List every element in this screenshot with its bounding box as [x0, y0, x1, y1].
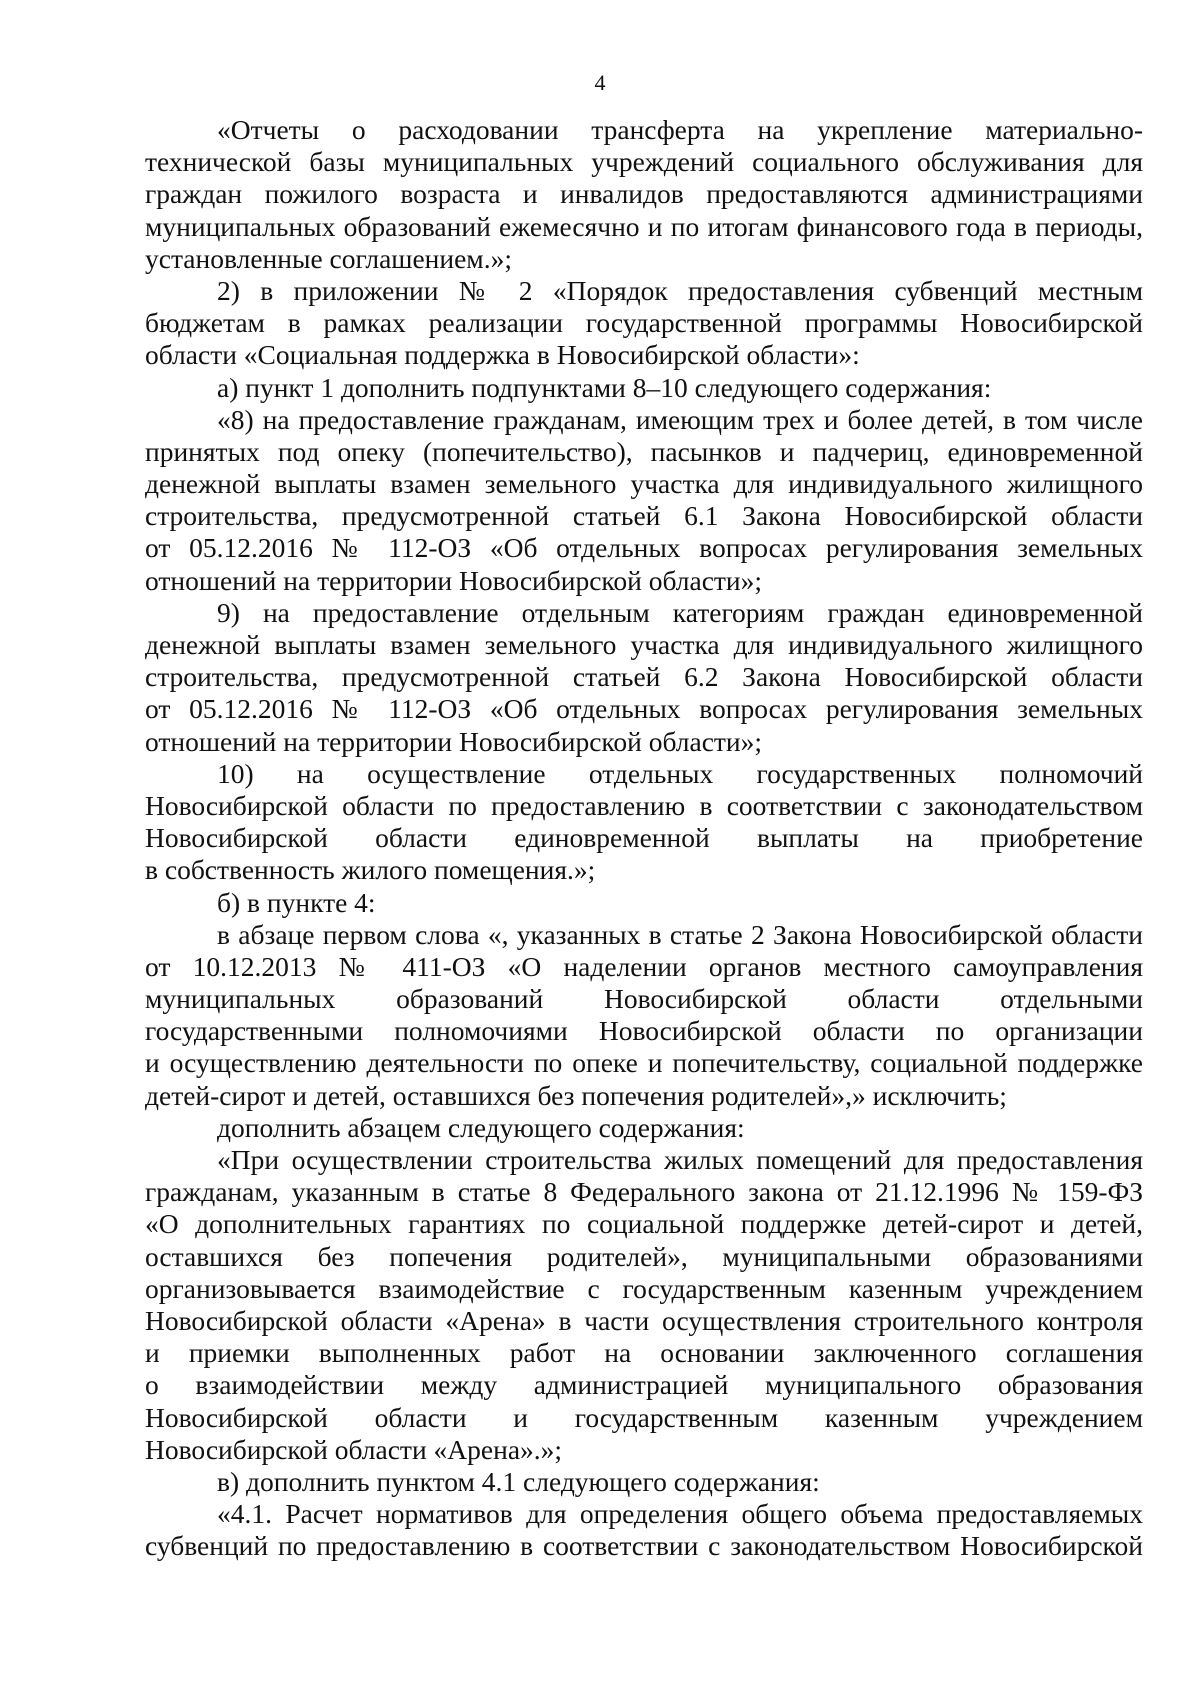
text-line: «При осуществлении строительства жилых помещений для предоставления	[217, 1144, 1143, 1175]
text-line: строительства, предусмотренной статьей 6.2 Закона Новосибирской области	[145, 661, 1143, 693]
text-line: и приемки выполненных работ на основании заключенного соглашения	[145, 1337, 1143, 1369]
text-line: отношений на территории Новосибирской области»;	[145, 564, 763, 596]
text-line: граждан пожилого возраста и инвалидов предоставляются администрациями	[145, 178, 1143, 210]
text-line: денежной выплаты взамен земельного участка для индивидуального жилищного	[145, 629, 1143, 660]
text-line: «8) на предоставление гражданам, имеющим трех и более детей, в том числе	[217, 403, 1143, 435]
text-line: бюджетам в рамках реализации государственной программы Новосибирской	[145, 307, 1143, 339]
text-line: установленные соглашением.»;	[145, 242, 512, 274]
text-line: в абзаце первом слова «, указанных в статье 2 Закона Новосибирской области	[217, 918, 1143, 950]
text-line: и осуществлению деятельности по опеке и попечительству, социальной поддержке	[145, 1047, 1143, 1079]
text-line: в собственность жилого помещения.»;	[145, 854, 596, 886]
text-line: отношений на территории Новосибирской области»;	[145, 725, 763, 757]
text-line: оставшихся без попечения родителей», муниципальными образованиями	[145, 1240, 1143, 1272]
text-line: денежной выплаты взамен земельного участка для индивидуального жилищного	[145, 468, 1143, 500]
text-line: организовывается взаимодействие с государственным казенным учреждением	[145, 1272, 1143, 1304]
text-line: государственными полномочиями Новосибирской области по организации	[145, 1015, 1143, 1047]
text-line: 2) в приложении № 2 «Порядок предоставления субвенций местным	[217, 274, 1143, 306]
text-line: принятых под опеку (попечительство), пасынков и падчериц, единовременной	[145, 435, 1143, 467]
text-line: о взаимодействии между администрацией муниципального образования	[145, 1369, 1143, 1401]
text-line: в) дополнить пунктом 4.1 следующего содержания:	[217, 1465, 820, 1497]
text-line: от 05.12.2016 № 112-ОЗ «Об отдельных вопросах регулирования земельных	[145, 693, 1143, 725]
text-line: 10) на осуществление отдельных государственных полномочий	[217, 757, 1143, 789]
text-line: муниципальных образований Новосибирской области отдельными	[145, 983, 1143, 1015]
text-line: б) в пункте 4:	[217, 886, 376, 918]
text-line: гражданам, указанным в статье 8 Федерального закона от 21.12.1996 № 159-ФЗ	[145, 1176, 1143, 1208]
text-line: от 10.12.2013 № 411-ОЗ «О наделении органов местного самоуправления	[145, 950, 1143, 982]
page-number: 4	[594, 70, 606, 95]
text-line: «4.1. Расчет нормативов для определения общего объема предоставляемых	[217, 1498, 1143, 1530]
text-line: дополнить абзацем следующего содержания:	[217, 1111, 745, 1143]
text-line: а) пункт 1 дополнить подпунктами 8–10 следующего содержания:	[217, 371, 992, 403]
text-line: детей-сирот и детей, оставшихся без попечения родителей»,» исключить;	[145, 1079, 1007, 1111]
text-line: от 05.12.2016 № 112-ОЗ «Об отдельных вопросах регулирования земельных	[145, 532, 1143, 564]
text-line: Новосибирской области «Арена» в части осуществления строительного контроля	[145, 1304, 1143, 1336]
text-line: Новосибирской области и государственным казенным учреждением	[145, 1401, 1143, 1433]
text-line: «Отчеты о расходовании трансферта на укрепление материально-	[217, 114, 1143, 145]
text-line: 9) на предоставление отдельным категориям граждан единовременной	[217, 596, 1143, 628]
text-line: строительства, предусмотренной статьей 6.1 Закона Новосибирской области	[145, 500, 1143, 532]
text-line: «О дополнительных гарантиях по социальной поддержке детей-сирот и детей,	[145, 1208, 1143, 1240]
document-body	[145, 114, 1143, 1562]
text-line: Новосибирской области «Арена».»;	[145, 1433, 563, 1465]
text-line: Новосибирской области единовременной выплаты на приобретение	[145, 822, 1143, 854]
text-line: области «Социальная поддержка в Новосибирской области»:	[145, 339, 860, 371]
text-line: муниципальных образований ежемесячно и по итогам финансового года в периоды,	[145, 210, 1143, 242]
text-line: Новосибирской области по предоставлению в соответствии с законодательством	[145, 789, 1143, 821]
text-line: технической базы муниципальных учреждений социального обслуживания для	[145, 146, 1143, 178]
text-line: субвенций по предоставлению в соответствии с законодательством Новосибирской	[145, 1530, 1143, 1562]
